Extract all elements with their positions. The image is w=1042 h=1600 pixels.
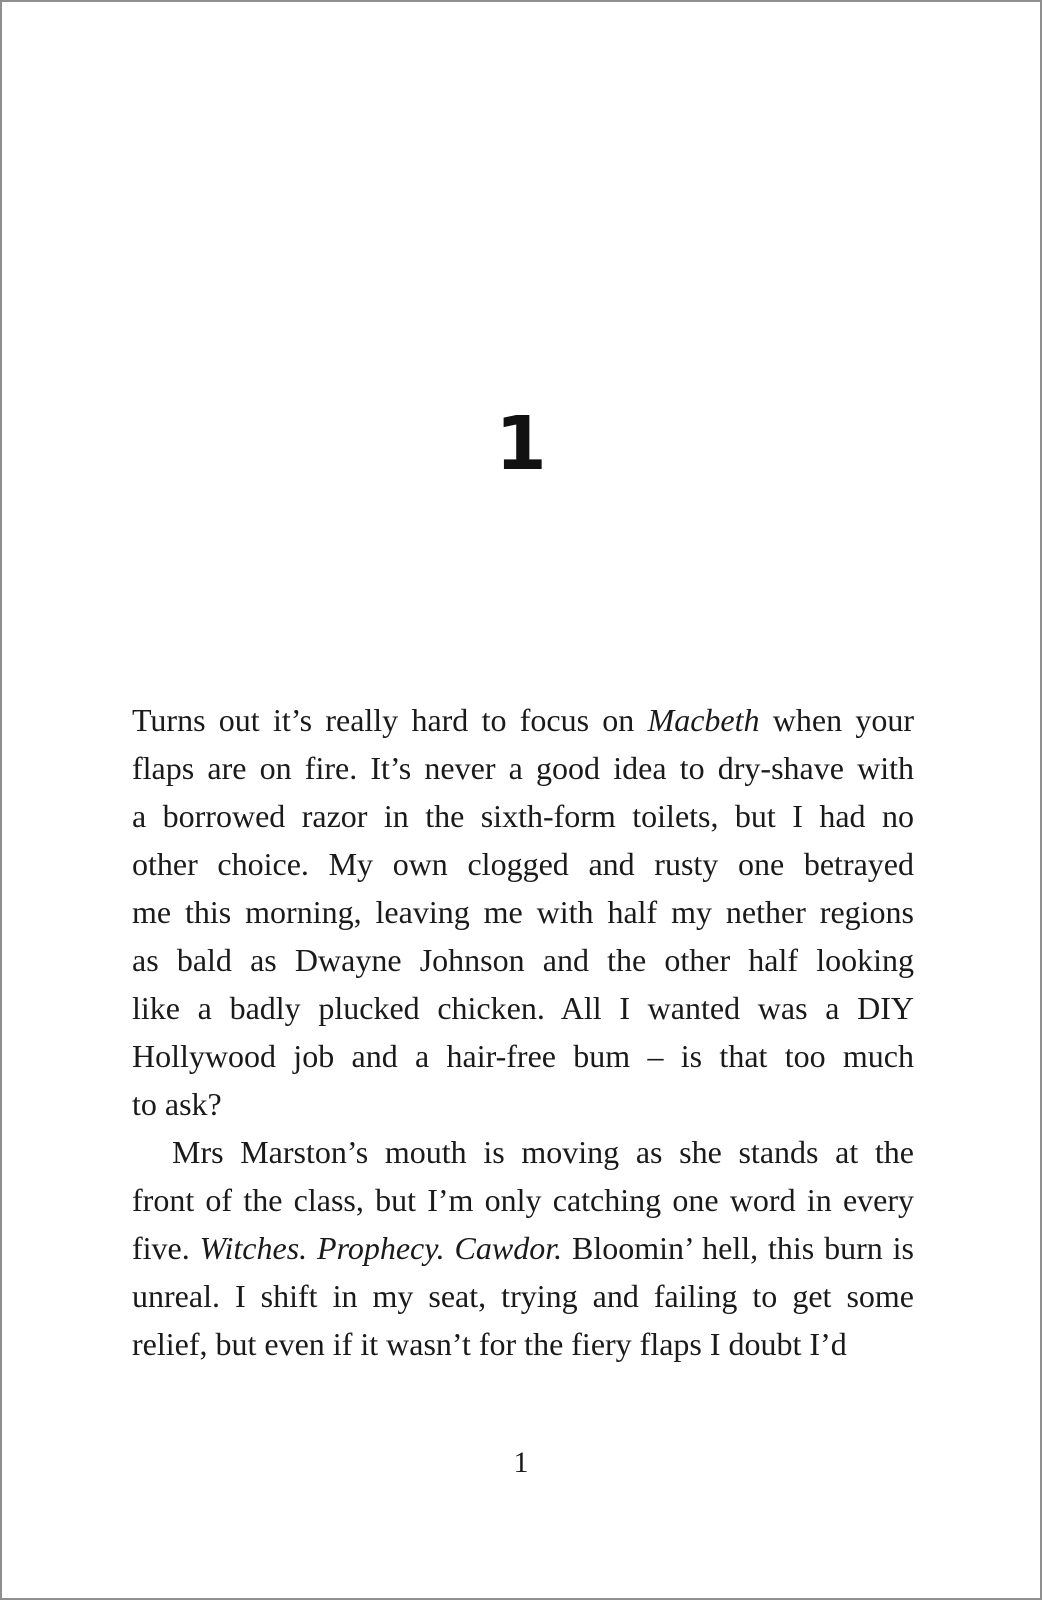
- italic-text-run: Macbeth: [647, 702, 760, 738]
- text-line: [132, 840, 914, 888]
- text-run: five.: [132, 1230, 200, 1266]
- paragraph: [132, 1128, 914, 1368]
- text-line: [132, 888, 914, 936]
- text-line: [132, 1032, 914, 1080]
- text-run: a borrowed razor in the sixth-form toilets, but I had no: [132, 798, 914, 834]
- text-line: [132, 1176, 914, 1224]
- text-line: [132, 792, 914, 840]
- text-line: [132, 984, 914, 1032]
- text-line: [132, 1128, 914, 1176]
- text-run: to ask?: [132, 1086, 222, 1122]
- chapter-body-text: [132, 696, 914, 1368]
- text-line: [132, 744, 914, 792]
- paragraph: [132, 696, 914, 1128]
- text-line: [132, 1224, 914, 1272]
- chapter-number: 1: [495, 401, 547, 487]
- text-run: Turns out it’s really hard to focus on: [132, 702, 648, 738]
- text-line: [132, 696, 914, 744]
- text-line: [132, 936, 914, 984]
- text-run: as bald as Dwayne Johnson and the other half looking: [132, 942, 914, 978]
- text-run: when your: [759, 702, 915, 738]
- text-run: flaps are on fire. It’s never a good idea to dry-shave with: [132, 750, 914, 786]
- text-run: unreal. I shift in my seat, trying and failing to get some: [132, 1278, 914, 1314]
- page-number: 1: [513, 1446, 529, 1479]
- text-line: [132, 1272, 914, 1320]
- text-run: like a badly plucked chicken. All I wanted was a DIY: [132, 990, 914, 1026]
- text-run: Bloomin’ hell, this burn is: [562, 1230, 914, 1266]
- text-run: front of the class, but I’m only catching one word in every: [132, 1182, 914, 1218]
- text-run: Hollywood job and a hair-free bum – is that too much: [132, 1038, 914, 1074]
- text-run: relief, but even if it wasn’t for the fiery flaps I doubt I’d: [132, 1326, 847, 1362]
- italic-text-run: Witches. Prophecy. Cawdor.: [199, 1230, 563, 1266]
- text-run: other choice. My own clogged and rusty one betrayed: [132, 846, 914, 882]
- text-run: Mrs Marston’s mouth is moving as she stands at the: [172, 1134, 914, 1170]
- text-line: [132, 1320, 914, 1368]
- text-line: [132, 1080, 914, 1128]
- text-run: me this morning, leaving me with half my nether regions: [132, 894, 914, 930]
